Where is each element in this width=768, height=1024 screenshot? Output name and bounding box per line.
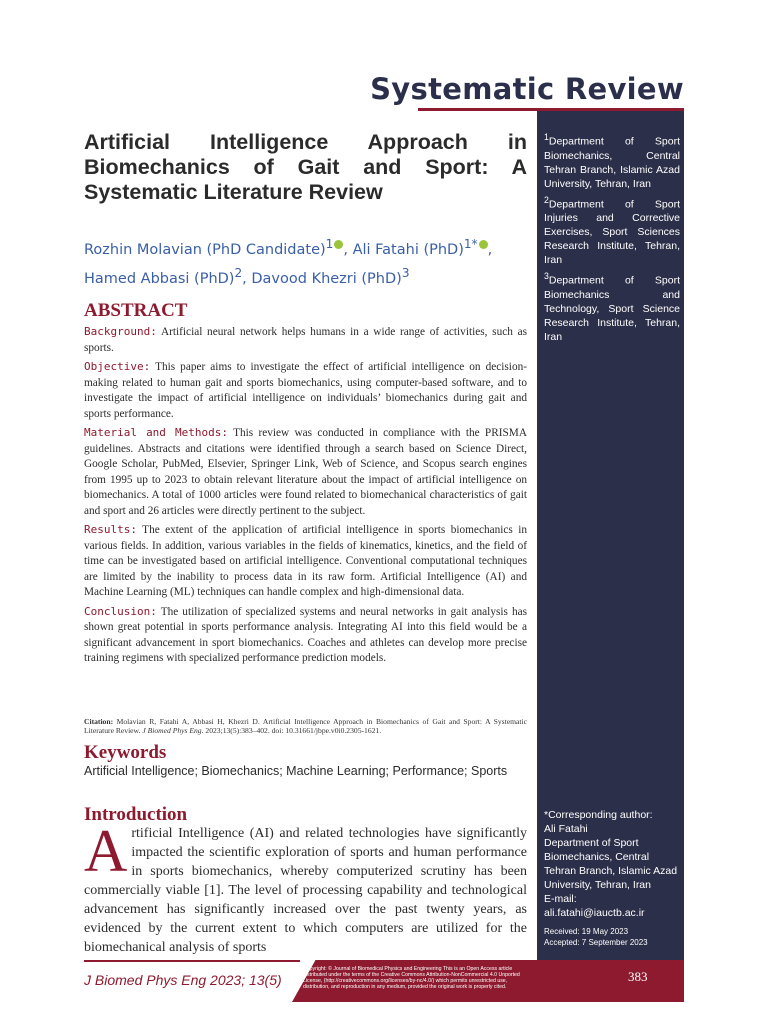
affiliation-text: Department of Sport Biomechanics, Central Tehran Branch, Islamic Azad University, Tehran, Iran: [544, 135, 680, 190]
citation-details[interactable]: 2023;13(5):383–402. doi: 10.31661/jbpe.v0i0.2305-1621.: [205, 726, 382, 735]
abstract-label: Background:: [84, 325, 157, 338]
affiliation-sup: 3: [544, 271, 549, 281]
abstract-label: Objective:: [84, 360, 151, 373]
abstract-objective: [84, 359, 527, 422]
corresponding-label: *Corresponding author:: [544, 809, 653, 821]
abstract-text: This review was conducted in compliance with the PRISMA guidelines. Abstracts and citations were identified through a search based on Science Direct, Google Scholar, PubMed, Elsevier, Springer Link, Web of Science, and Scopus search engines from 1995 up to 2023 to obtain relevant literature about the impact of artificial intelligence on biomechanics. A total of 1000 articles were found related to biomechanical characteristics of gait and sport and 26 articles were directly pertinent to the subject.: [84, 427, 527, 517]
introduction-heading: Introduction: [84, 804, 188, 825]
orcid-icon[interactable]: [479, 240, 488, 249]
affiliations: [544, 130, 680, 346]
author-link[interactable]: Hamed Abbasi (PhD): [84, 270, 235, 287]
corresponding-address: Department of Sport Biomechanics, Central Tehran Branch, Islamic Azad University, Tehran, Iran: [544, 837, 678, 891]
section-label: Systematic Review: [370, 72, 684, 106]
affiliation-1: [544, 130, 680, 191]
email-label: E-mail:: [544, 893, 577, 905]
introduction-text: [84, 818, 527, 957]
citation-label: Citation:: [84, 717, 114, 726]
author-list: Rozhin Molavian (PhD Candidate)$^1$ , Ali Fatahi (PhD)$^{1*}$ , Hamed Abbasi (PhD)$^2$, Davood Khezri (PhD)$^3$: [84, 237, 493, 287]
abstract-text: The utilization of specialized systems and neural networks in gait analysis has shown great potential in sports performance analysis. Integrating AI into this field would be a significant advancement in sport biomechanics. Coaches and athletes can develop more precise training regimens with specialized performance prediction models.: [84, 605, 528, 664]
keywords-heading: Keywords: [84, 742, 167, 763]
affiliation-sup: 2: [544, 194, 549, 205]
copyright-text: Copyright: © Journal of Biomedical Physics and Engineering This is an Open Access article distributed under the terms of the Creative Commons Attribution-NonCommercial 4.0 Unported License, (http://creativecommons.org/licenses/by-nc/4.0/) which permits unrestricted use, distribution, and reproduction in any medium, provided the original work is properly cited.: [303, 966, 520, 990]
copyright-notice: [303, 966, 523, 990]
abstract-text: The extent of the application of artificial intelligence in sports biomechanics in various fields. In addition, various variables in the fields of kinematics, kinetics, and the field of time can be investigated based on artificial intelligence. Conventional computational techniques are limited by the inability to process data in its raw form. Artificial Intelligence (AI) and Machine Learning (ML) techniques can handle complex and high-dimensional data.: [84, 524, 527, 598]
author-link[interactable]: Davood Khezri (PhD): [251, 270, 402, 287]
journal-reference: J Biomed Phys Eng 2023; 13(5): [84, 972, 282, 988]
drop-cap: A: [84, 818, 128, 884]
abstract-methods: [84, 425, 527, 519]
received-date: Received: 19 May 2023: [544, 927, 629, 936]
abstract-conclusion: [84, 604, 527, 667]
author-sup: 2: [234, 265, 243, 280]
author-sup: 1*: [463, 237, 478, 251]
corresponding-name: Ali Fatahi: [544, 823, 588, 835]
abstract-text: This paper aims to investigate the effect of artificial intelligence on decision-making related to human gait and sports biomechanics, using computer-based software, and to investigate the impact of artificial intelligence on individuals’ biomechanics during gait and sports performance.: [84, 361, 527, 420]
abstract-label: Conclusion:: [84, 604, 157, 618]
email-link[interactable]: ali.fatahi@iauctb.ac.ir: [544, 907, 645, 919]
corresponding-author: [544, 808, 680, 920]
abstract-body: [84, 324, 527, 670]
abstract-heading: ABSTRACT: [84, 300, 188, 321]
citation-text: Molavian R, Fatahi A, Abbasi H, Khezri D. Artificial Intelligence Approach in Biomechanics of Gait and Sport: A Systematic Literature Review.: [84, 717, 527, 735]
affiliation-3: [544, 269, 680, 344]
introduction-body: rtificial Intelligence (AI) and related technologies have significantly impacted the scientific exploration of sports and human performance in sports biomechanics, whereby computerized scrutiny has been commercially viable [1]. The level of processing capability and technological advancement has significantly increased over the past twenty years, as evidenced by the current extent to which computers are utilized for the biomechanical analysis of sports: [84, 826, 527, 955]
accepted-date: Accepted: 7 September 2023: [544, 938, 648, 947]
affiliation-text: Department of Sport Biomechanics and Technology, Sport Science Research Institute, Tehran, Iran: [544, 274, 680, 343]
affiliation-sup: 1: [544, 132, 549, 142]
abstract-label: Results:: [84, 523, 137, 536]
citation: [84, 717, 527, 735]
author-sup: 3: [401, 265, 410, 280]
article-title: Artificial Intelligence Approach in Biomechanics of Gait and Sport: A Systematic Literature Review: [84, 130, 527, 204]
article-dates: [544, 926, 680, 948]
page-number: 383: [628, 969, 648, 984]
affiliation-2: [544, 193, 680, 268]
citation-journal: J Biomed Phys Eng.: [142, 726, 204, 735]
author-link[interactable]: Ali Fatahi (PhD): [352, 241, 464, 258]
abstract-background: [84, 324, 527, 356]
abstract-label: Material and Methods:: [84, 426, 228, 439]
author-link[interactable]: Rozhin Molavian (PhD Candidate): [84, 241, 326, 258]
affiliation-text: Department of Sport Injuries and Corrective Exercises, Sport Sciences Research Institute, Tehran, Iran: [544, 198, 680, 266]
footer-rule: [84, 960, 300, 962]
abstract-results: [84, 522, 527, 601]
abstract-text: Artificial neural network helps humans in a wide range of activities, such as sports.: [84, 326, 528, 354]
orcid-icon[interactable]: [334, 240, 343, 249]
author-sup: 1: [325, 237, 334, 251]
keywords-text: Artificial Intelligence; Biomechanics; Machine Learning; Performance; Sports: [84, 764, 508, 778]
